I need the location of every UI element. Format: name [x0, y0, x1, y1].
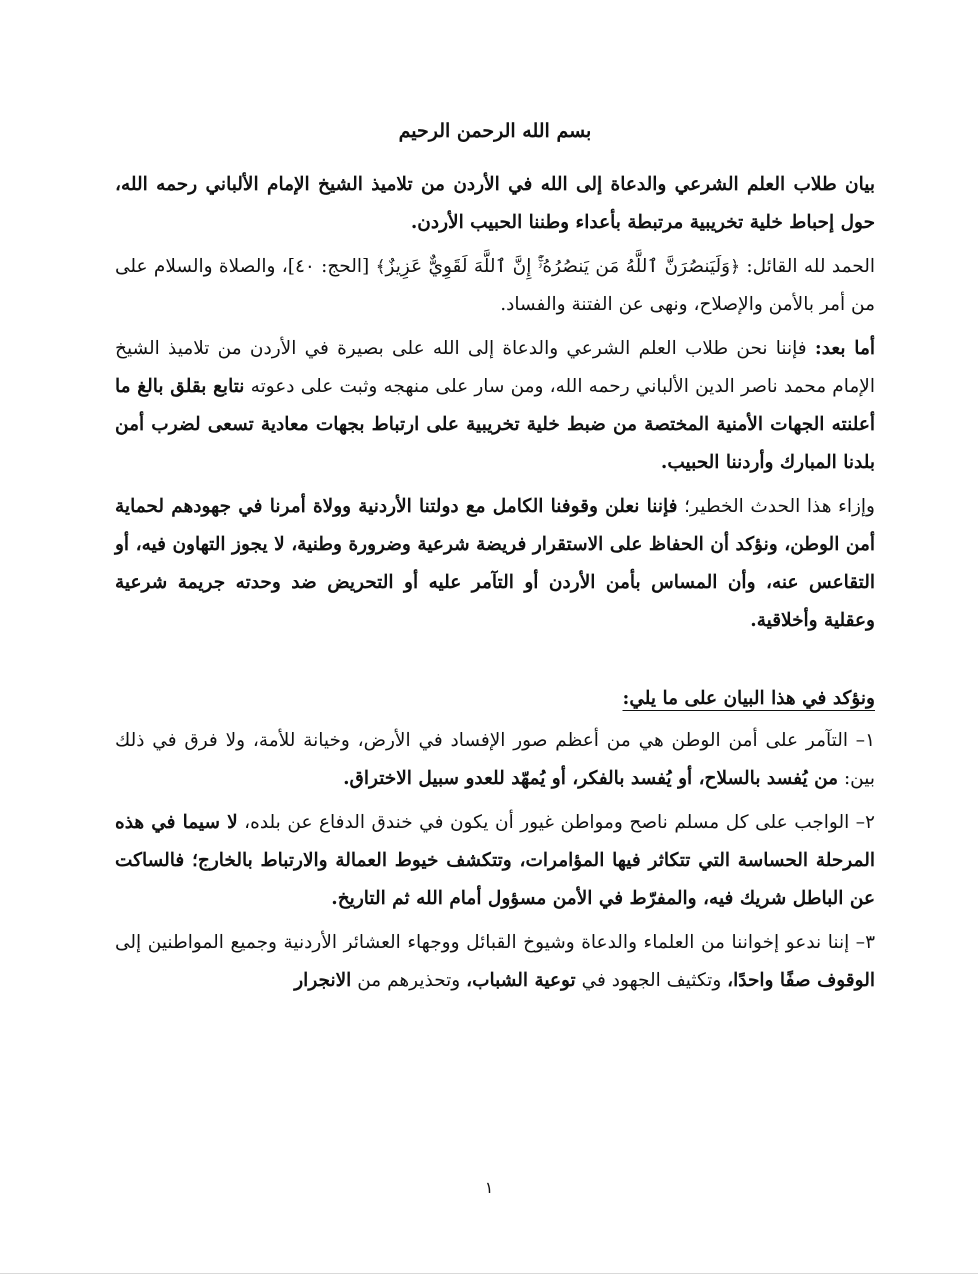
- paragraph-stance-bold: فإننا نعلن وقوفنا الكامل مع دولتنا الأردنية وولاة أمرنا في جهودهم لحماية أمن الوطن، ونؤكد أن الحفاظ على الاستقرار فريضة شرعية وضرورة وطنية، لا يجوز التهاون فيه، أو التقاعس عنه، وأن المساس بأمن الأردن أو التآمر عليه أو التحريض ضد وحدته جريمة شرعية وعقلية وأخلاقية.: [115, 496, 875, 631]
- point-2-bold: لا سيما في هذه المرحلة الحساسة التي تتكاثر فيها المؤامرات، وتتكشف خيوط العمالة والارتباط بالخارج؛ فالساكت عن الباطل شريك فيه، والمفرّط في الأمن مسؤول أمام الله ثم التاريخ.: [115, 812, 875, 909]
- statement-header: [115, 166, 875, 242]
- point-1: [115, 722, 875, 798]
- point-3-regular-3: وتحذيرهم من: [351, 970, 467, 991]
- point-2-regular: ٢– الواجب على كل مسلم ناصح ومواطن غيور أن يكون في خندق الدفاع عن بلده،: [237, 812, 875, 833]
- paragraph-amma-baad-regular: فإننا نحن طلاب العلم الشرعي والدعاة إلى الله على بصيرة في الأردن من تلاميذ الشيخ الإمام محمد ناصر الدين الألباني رحمه الله، ومن سار على منهجه وثبت على دعوته: [115, 338, 876, 397]
- page-bottom-edge: [0, 1273, 978, 1274]
- point-2: [115, 804, 875, 918]
- paragraph-amma-baad: [115, 330, 875, 482]
- paragraph-stance-regular: وإزاء هذا الحدث الخطير؛: [677, 496, 875, 517]
- point-3: [115, 924, 875, 1000]
- quote-open-bracket: ﴿: [730, 257, 741, 277]
- point-1-regular: ١– التآمر على أمن الوطن هي من أعظم صور الإفساد في الأرض، وخيانة للأمة، ولا فرق في ذلك بين:: [115, 730, 875, 789]
- section-heading: ونؤكد في هذا البيان على ما يلي:: [622, 688, 875, 709]
- quran-reference: [الحج: ٤٠]: [287, 256, 376, 277]
- intro-after-quote: ، والصلاة والسلام على من أمر بالأمن والإصلاح، ونهى عن الفتنة والفساد.: [115, 256, 875, 315]
- point-3-regular: ٣– إننا ندعو إخواننا من العلماء والدعاة وشيوخ القبائل ووجهاء العشائر الأردنية وجميع المواطنين إلى: [115, 932, 875, 953]
- point-3-regular-2: وتكثيف الجهود في: [575, 970, 728, 991]
- paragraph-stance: [115, 488, 875, 640]
- point-3-bold-2: توعية الشباب،: [466, 970, 576, 991]
- quote-close-bracket: ﴾: [375, 257, 386, 277]
- intro-before-quote: الحمد لله القائل:: [740, 256, 875, 277]
- point-1-bold: من يُفسد بالسلاح، أو يُفسد بالفكر، أو يُمهّد للعدو سبيل الاختراق.: [343, 768, 839, 789]
- statement-header-line1: بيان طلاب العلم الشرعي والدعاة إلى الله في الأردن من تلاميذ الشيخ الإمام الألباني رحمه الله،: [115, 174, 875, 195]
- amma-baad-lead: أما بعد:: [814, 338, 875, 359]
- point-3-bold-3: الانجرار: [294, 970, 352, 991]
- statement-header-line2: حول إحباط خلية تخريبية مرتبطة بأعداء وطننا الحبيب الأردن.: [410, 212, 875, 233]
- basmala: بسم الله الرحمن الرحيم: [398, 120, 592, 142]
- intro-paragraph: [115, 248, 875, 324]
- paragraph-amma-baad-bold: نتابع بقلق بالغ ما أعلنته الجهات الأمنية المختصة من ضبط خلية تخريبية على ارتباط بجهات معادية تسعى لضرب أمن بلدنا المبارك وأردننا الحبيب.: [115, 376, 875, 473]
- page-number: ١: [484, 1178, 494, 1197]
- point-3-bold: الوقوف صفًا واحدًا،: [727, 970, 875, 991]
- quran-quote: وَلَيَنصُرَنَّ ٱللَّهُ مَن يَنصُرُهُۥٓۚ إِنَّ ٱللَّهَ لَقَوِيٌّ عَزِيزٌ: [385, 256, 731, 277]
